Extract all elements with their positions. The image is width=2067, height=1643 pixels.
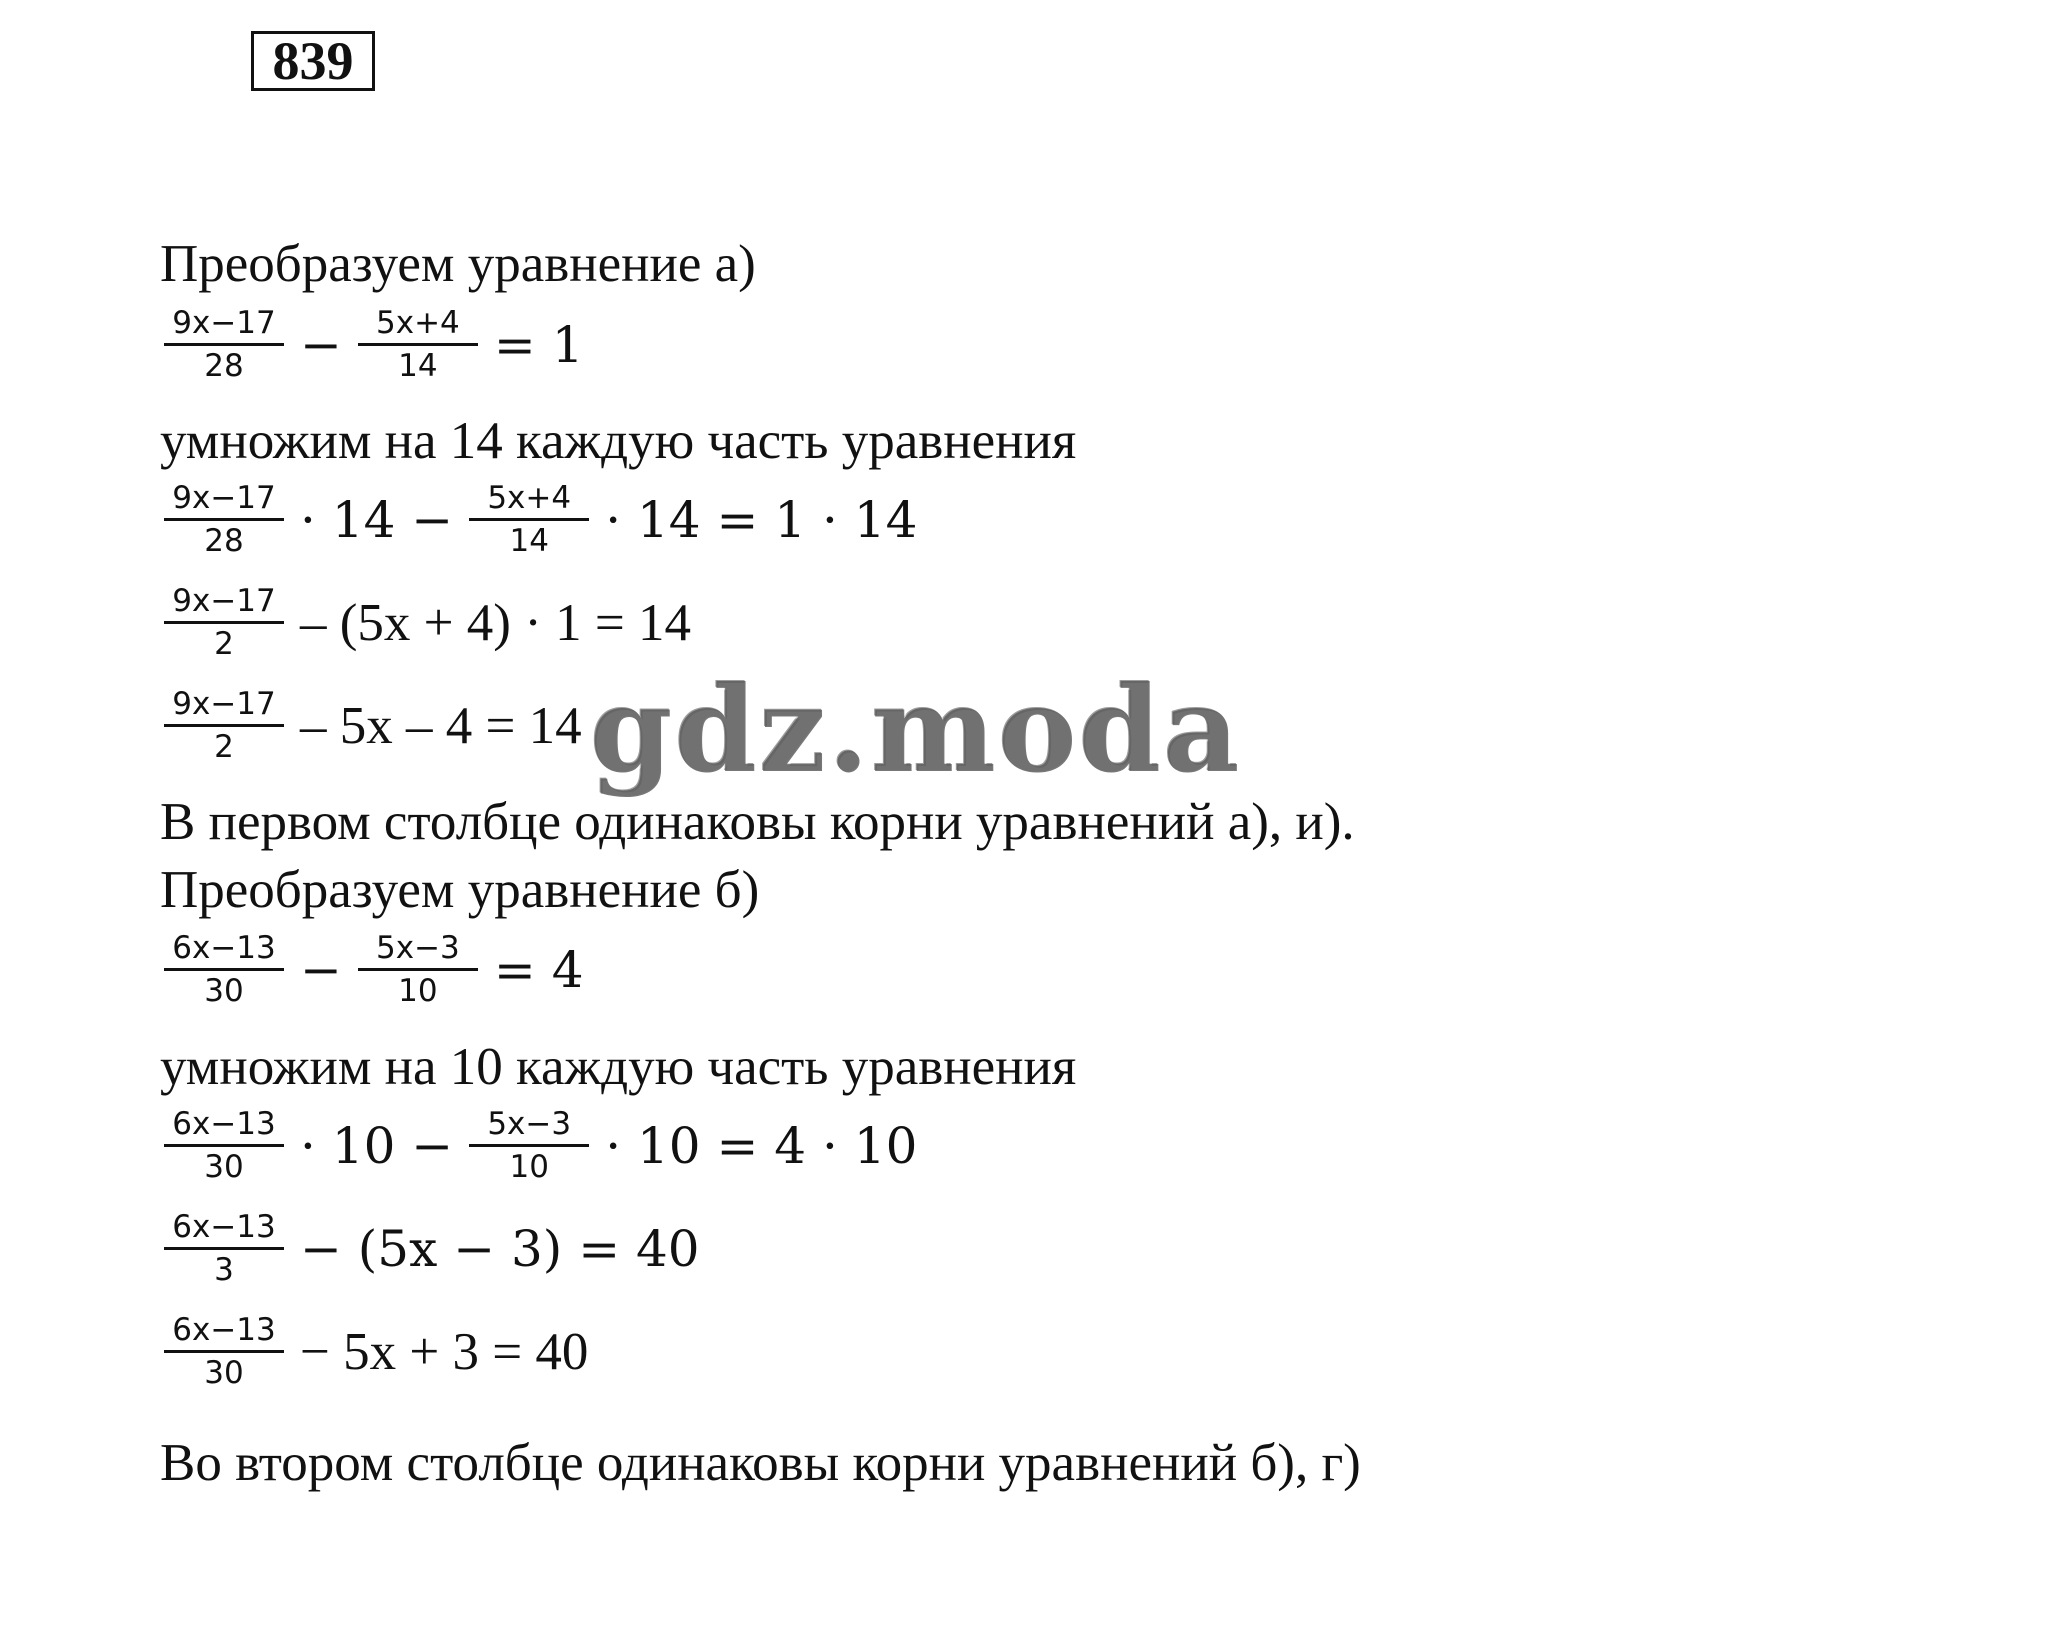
fraction: $\frac{5x-3}{10}$ [469, 1106, 589, 1185]
equation-a2: $\frac{9x-17}{28}$ · 14 − $\frac{5x+4}{14}$ · 14 = 1 · 14 [160, 480, 929, 559]
fraction: $\frac{5x+4}{14}$ [358, 305, 478, 384]
multiply-10-text: умножим на 10 каждую часть уравнения [160, 1038, 1077, 1096]
equation-b1: $\frac{6x-13}{30}$ − $\frac{5x-3}{10}$ = 4 [160, 930, 596, 1009]
fraction: $\frac{9x-17}{2}$ [164, 583, 284, 662]
fraction: $\frac{6x-13}{30}$ [164, 1106, 284, 1185]
equation-a1: $\frac{9x-17}{28}$ − $\frac{5x+4}{14}$ = 1 [160, 305, 596, 384]
transform-a-text: Преобразуем уравнение а) [160, 235, 756, 293]
problem-number: 839 [251, 31, 375, 91]
transform-b-text: Преобразуем уравнение б) [160, 861, 760, 919]
conclusion-second-column: Во втором столбце одинаковы корни уравнений б), г) [160, 1434, 1361, 1492]
fraction: $\frac{6x-13}{30}$ [164, 930, 284, 1009]
fraction: $\frac{9x-17}{28}$ [164, 480, 284, 559]
equation-b2: $\frac{6x-13}{30}$ · 10 − $\frac{5x-3}{10}$ · 10 = 4 · 10 [160, 1106, 929, 1185]
fraction: $\frac{5x+4}{14}$ [469, 480, 589, 559]
fraction: $\frac{9x-17}{28}$ [164, 305, 284, 384]
fraction: $\frac{6x-13}{30}$ [164, 1312, 284, 1391]
fraction: $\frac{6x-13}{3}$ [164, 1209, 284, 1288]
multiply-14-text: умножим на 14 каждую часть уравнения [160, 412, 1077, 470]
conclusion-first-column: В первом столбце одинаковы корни уравнений а), и). [160, 793, 1355, 851]
equation-a4: $\frac{9x-17}{2}$ – 5x – 4 = 14 [160, 686, 594, 765]
fraction: $\frac{9x-17}{2}$ [164, 686, 284, 765]
fraction: $\frac{5x-3}{10}$ [358, 930, 478, 1009]
equation-b4: $\frac{6x-13}{30}$ − 5x + 3 = 40 [160, 1312, 600, 1391]
equation-a3: $\frac{9x-17}{2}$ – (5x + 4) · 1 = 14 [160, 583, 703, 662]
watermark-logo: gdz.moda [590, 660, 1242, 799]
equation-b3: $\frac{6x-13}{3}$ − (5x − 3) = 40 [160, 1209, 712, 1288]
